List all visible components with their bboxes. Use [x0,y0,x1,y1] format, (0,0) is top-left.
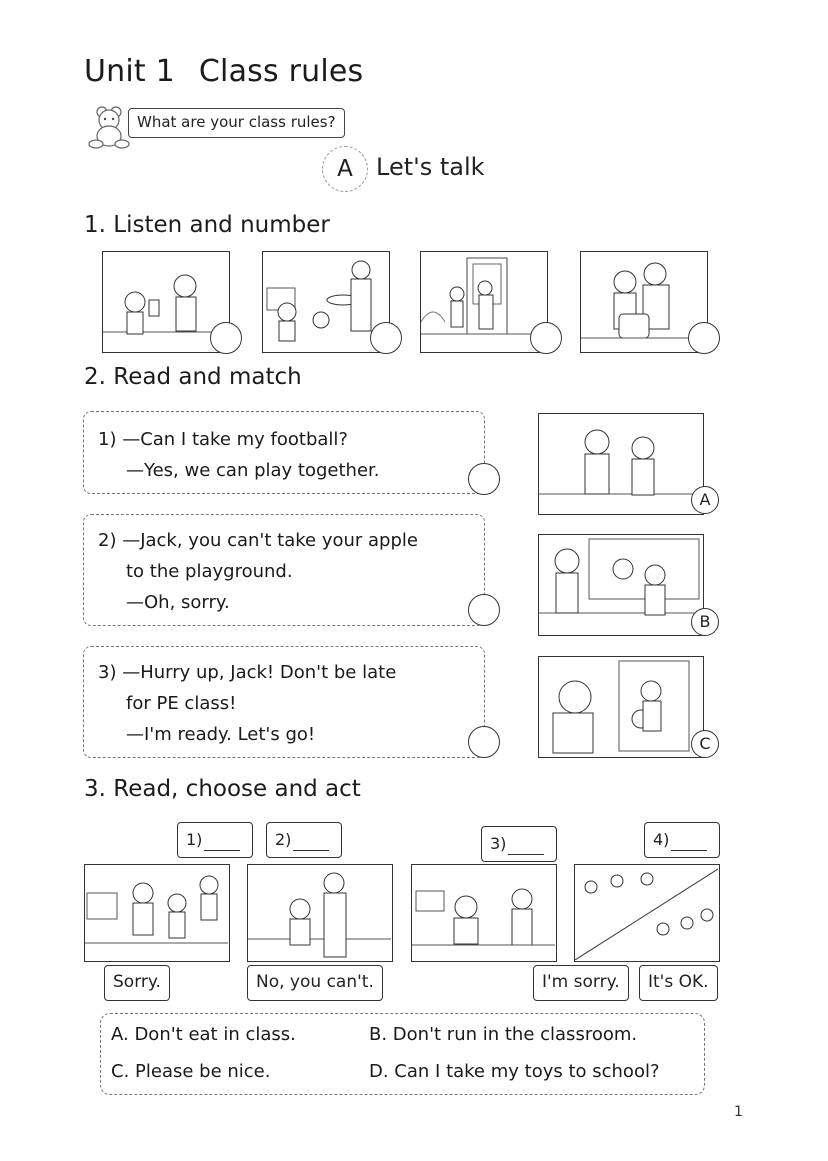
dialog-2-line-2: to the playground. [126,561,293,582]
page-number: 1 [734,1104,743,1120]
reply-its-ok: It's OK. [639,965,718,1001]
unit-number: Unit 1 [84,54,175,89]
answer-circle-4[interactable] [688,322,720,354]
speech-bubble-2[interactable] [266,822,342,858]
exercise-2-heading: 2. Read and match [84,364,302,390]
match-picture-c [538,656,704,758]
scene-picture-3 [411,864,557,962]
option-b[interactable]: B. Don't run in the classroom. [369,1024,638,1045]
label-a-circle: A [691,486,719,514]
speech-bubble-4[interactable] [644,822,720,858]
speech-bubble-1[interactable] [177,822,253,858]
scene-picture-1 [84,864,230,962]
match-picture-a [538,413,704,515]
match-circle-2[interactable] [468,594,500,626]
unit-title [84,54,363,89]
dialog-3-line-2: for PE class! [126,693,237,714]
section-title: Let's talk [376,153,485,181]
match-circle-3[interactable] [468,726,500,758]
bubble-2-label: 2) [275,830,292,849]
label-b-circle: B [691,608,719,636]
question-box: What are your class rules? [128,108,345,138]
bubble-1-label: 1) [186,830,203,849]
options-box [100,1013,705,1095]
scene-picture-2 [247,864,393,962]
answer-circle-1[interactable] [210,322,242,354]
unit-name: Class rules [198,54,364,89]
bubble-3-label: 3) [490,834,507,853]
dialog-2 [83,514,485,626]
dialog-2-line-1: 2) —Jack, you can't take your apple [98,530,418,551]
reply-no-you-cant: No, you can't. [247,965,383,1001]
dialog-1-line-2: —Yes, we can play together. [126,460,380,481]
dialog-3-line-3: —I'm ready. Let's go! [126,724,316,745]
scene-picture-4 [574,864,720,962]
exercise-1-heading: 1. Listen and number [84,212,330,238]
label-c-circle: C [691,730,719,758]
section-letter: A [322,146,368,192]
answer-circle-2[interactable] [370,322,402,354]
reply-sorry: Sorry. [104,965,170,1001]
match-circle-1[interactable] [468,463,500,495]
exercise-3-heading: 3. Read, choose and act [84,776,361,802]
option-d[interactable]: D. Can I take my toys to school? [369,1061,660,1082]
option-a[interactable]: A. Don't eat in class. [111,1024,296,1045]
dialog-2-line-3: —Oh, sorry. [126,592,230,613]
listen-picture-3 [420,251,548,353]
dialog-1-line-1: 1) —Can I take my football? [98,429,348,450]
dialog-3 [83,646,485,758]
speech-bubble-3[interactable] [481,826,557,862]
dialog-3-line-1: 3) —Hurry up, Jack! Don't be late [98,662,397,683]
match-picture-b [538,534,704,636]
dialog-1 [83,411,485,494]
option-c[interactable]: C. Please be nice. [111,1061,271,1082]
reply-im-sorry: I'm sorry. [533,965,629,1001]
answer-circle-3[interactable] [530,322,562,354]
bubble-4-label: 4) [653,830,670,849]
